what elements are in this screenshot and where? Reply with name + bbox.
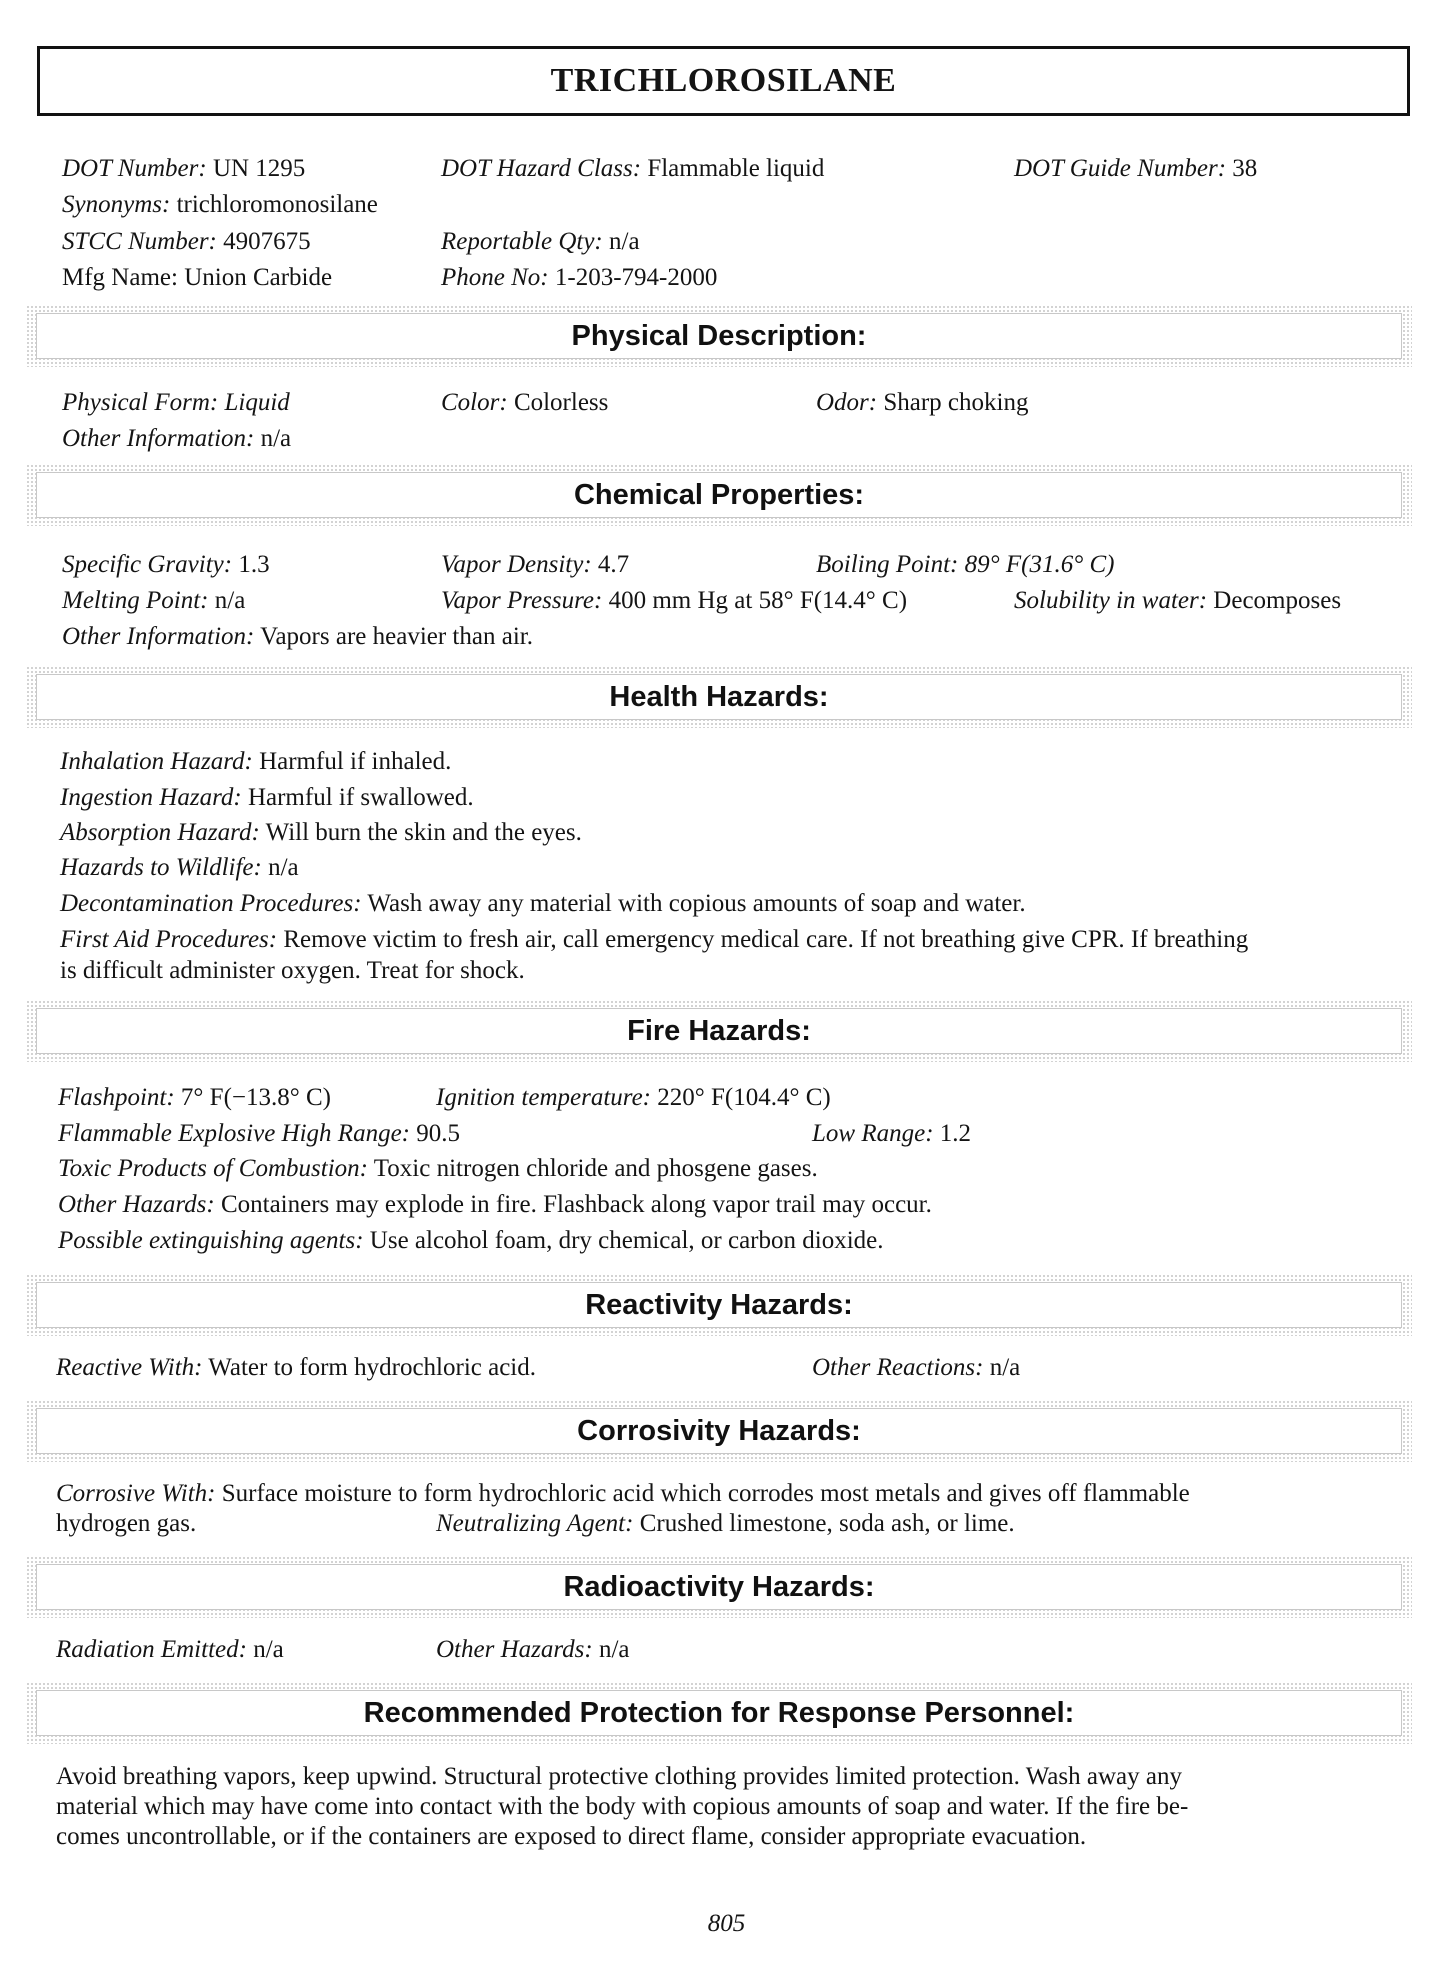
mfg-name: Mfg Name: Union Carbide [62, 264, 333, 291]
section-banner-radioactivity [26, 1556, 1412, 1618]
physical-form: Physical Form: Liquid [62, 389, 290, 416]
physical-other-info: Other Information: n/a [62, 425, 292, 452]
section-heading: Reactivity Hazards: [36, 1282, 1402, 1328]
section-heading: Corrosivity Hazards: [36, 1408, 1402, 1454]
extinguishing-agents: Possible extinguishing agents: Use alcohol foam, dry chemical, or carbon dioxide. [58, 1227, 884, 1254]
decontamination-procedures: Decontamination Procedures: Wash away any material with copious amounts of soap and water. [60, 890, 1026, 917]
protection-line: material which may have come into contact with the body with copious amounts of soap and water. If the fire be- [56, 1793, 1189, 1820]
dot-number: DOT Number: UN 1295 [62, 155, 306, 182]
page-title: TRICHLOROSILANE [37, 46, 1410, 116]
hazards-to-wildlife: Hazards to Wildlife: n/a [60, 854, 299, 881]
first-aid-procedures: First Aid Procedures: Remove victim to fresh air, call emergency medical care. If not breathing give CPR. If breathing [60, 926, 1249, 953]
color: Color: Colorless [441, 389, 609, 416]
ingestion-hazard: Ingestion Hazard: Harmful if swallowed. [60, 784, 474, 811]
radiation-emitted: Radiation Emitted: n/a [56, 1636, 284, 1663]
solubility-in-water: Solubility in water: Decomposes [1014, 587, 1342, 614]
section-banner-reactivity [26, 1274, 1412, 1336]
synonyms: Synonyms: trichloromonosilane [62, 191, 378, 218]
odor: Odor: Sharp choking [816, 389, 1029, 416]
section-heading: Physical Description: [36, 313, 1402, 359]
flammable-high-range: Flammable Explosive High Range: 90.5 [58, 1120, 460, 1147]
flammable-low-range: Low Range: 1.2 [812, 1120, 972, 1147]
section-banner-chemical [26, 464, 1412, 526]
specific-gravity: Specific Gravity: 1.3 [62, 551, 270, 578]
boiling-point: Boiling Point: 89° F(31.6° C) [816, 551, 1115, 578]
corrosive-with: Corrosive With: Surface moisture to form hydrochloric acid which corrodes most metals and gives off flammable [56, 1480, 1190, 1507]
chemical-other-info: Other Information: Vapors are heavier than air. [62, 623, 533, 650]
first-aid-procedures-continued: is difficult administer oxygen. Treat for shock. [60, 957, 525, 984]
toxic-products-of-combustion: Toxic Products of Combustion: Toxic nitrogen chloride and phosgene gases. [58, 1155, 818, 1182]
vapor-density: Vapor Density: 4.7 [441, 551, 630, 578]
radioactivity-other-hazards: Other Hazards: n/a [436, 1636, 630, 1663]
ignition-temperature: Ignition temperature: 220° F(104.4° C) [436, 1084, 831, 1111]
reactive-with: Reactive With: Water to form hydrochloric acid. [56, 1354, 537, 1381]
section-banner-corrosivity [26, 1400, 1412, 1462]
absorption-hazard: Absorption Hazard: Will burn the skin and the eyes. [60, 819, 582, 846]
reportable-qty: Reportable Qty: n/a [441, 228, 640, 255]
section-heading: Fire Hazards: [36, 1008, 1402, 1054]
protection-line: Avoid breathing vapors, keep upwind. Structural protective clothing provides limited protection. Wash away any [56, 1763, 1182, 1790]
inhalation-hazard: Inhalation Hazard: Harmful if inhaled. [60, 748, 452, 775]
section-banner-health [26, 666, 1412, 728]
fire-other-hazards: Other Hazards: Containers may explode in fire. Flashback along vapor trail may occur. [58, 1191, 932, 1218]
neutralizing-agent: Neutralizing Agent: Crushed limestone, soda ash, or lime. [436, 1510, 1015, 1537]
vapor-pressure: Vapor Pressure: 400 mm Hg at 58° F(14.4° C) [441, 587, 908, 614]
section-banner-fire [26, 1000, 1412, 1062]
dot-hazard-class: DOT Hazard Class: Flammable liquid [441, 155, 825, 182]
protection-line: comes uncontrollable, or if the containers are exposed to direct flame, consider appropriate evacuation. [56, 1823, 1087, 1850]
flashpoint: Flashpoint: 7° F(−13.8° C) [58, 1084, 331, 1111]
corrosive-with-continued: hydrogen gas. [56, 1510, 197, 1537]
melting-point: Melting Point: n/a [62, 587, 246, 614]
section-heading: Chemical Properties: [36, 472, 1402, 518]
section-heading: Health Hazards: [36, 674, 1402, 720]
protection-text [56, 1762, 1188, 1852]
section-heading: Radioactivity Hazards: [36, 1564, 1402, 1610]
stcc-number: STCC Number: 4907675 [62, 228, 311, 255]
other-reactions: Other Reactions: n/a [812, 1354, 1021, 1381]
page-number: 805 [707, 1910, 746, 1937]
section-banner-protection [26, 1682, 1412, 1744]
section-banner-physical [26, 305, 1412, 367]
section-heading: Recommended Protection for Response Personnel: [36, 1690, 1402, 1736]
phone-number: Phone No: 1-203-794-2000 [441, 264, 718, 291]
dot-guide-number: DOT Guide Number: 38 [1014, 155, 1258, 182]
